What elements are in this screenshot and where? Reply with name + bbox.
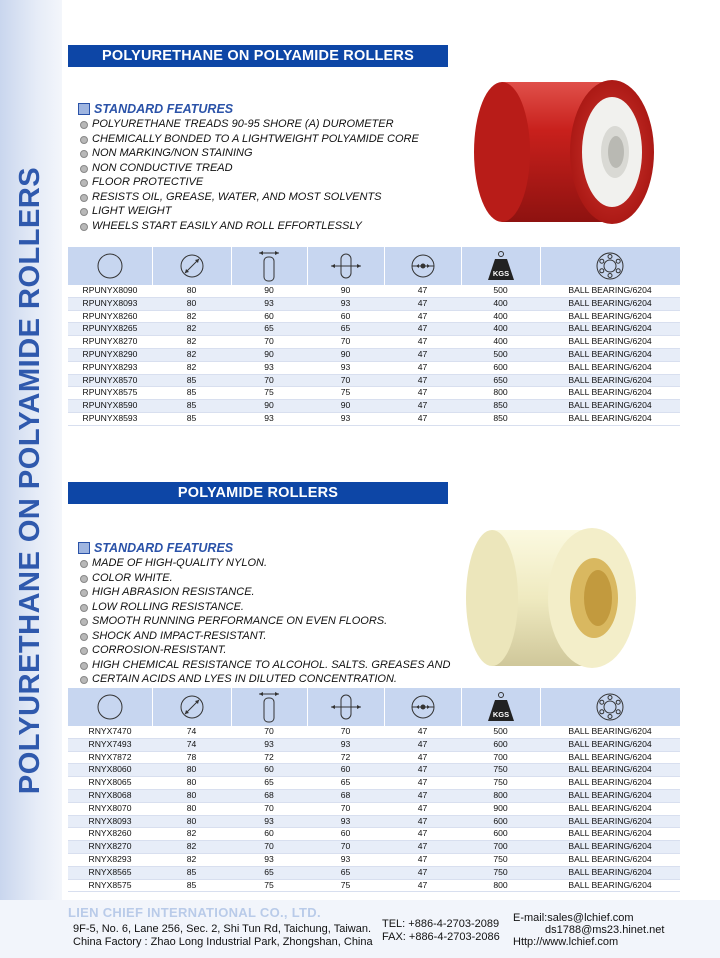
cell-load: 800 (461, 789, 540, 802)
cell-model: RPUNYX8590 (68, 400, 152, 413)
header-bore-length (307, 247, 384, 285)
table-row (68, 879, 680, 892)
feature-item: SHOCK AND IMPACT-RESISTANT. (78, 629, 450, 644)
footer-factory: China Factory : Zhao Long Industrial Park, Zhongshan, China (73, 936, 373, 948)
cell-width: 75 (231, 879, 307, 892)
cell-hub: 47 (384, 323, 461, 336)
cell-width: 90 (231, 348, 307, 361)
cell-bearing: BALL BEARING/6204 (540, 323, 680, 336)
cell-diameter: 85 (152, 412, 231, 425)
cell-hub: 47 (384, 361, 461, 374)
section1-features (78, 101, 419, 233)
cell-model: RNYX8070 (68, 802, 152, 815)
cell-hub: 47 (384, 764, 461, 777)
section2-feature-list (78, 556, 450, 687)
cell-bearing: BALL BEARING/6204 (540, 285, 680, 297)
cell-model: RPUNYX8270 (68, 336, 152, 349)
cell-diameter: 82 (152, 853, 231, 866)
footer-address: 9F-5, No. 6, Lane 256, Sec. 2, Shi Tun Rd, Taichung, Taiwan. (73, 923, 371, 935)
cell-bearing: BALL BEARING/6204 (540, 853, 680, 866)
cell-bearing: BALL BEARING/6204 (540, 361, 680, 374)
cell-width: 70 (231, 802, 307, 815)
cell-bearing: BALL BEARING/6204 (540, 726, 680, 738)
table-row (68, 323, 680, 336)
table-row (68, 310, 680, 323)
section2-spec-table (68, 688, 680, 892)
cell-load: 700 (461, 841, 540, 854)
footer-company: LIEN CHIEF INTERNATIONAL CO., LTD. (68, 905, 321, 920)
cell-model: RPUNYX8090 (68, 285, 152, 297)
cell-diameter: 80 (152, 789, 231, 802)
table-row (68, 361, 680, 374)
header-hub (384, 247, 461, 285)
width-icon (257, 690, 281, 724)
cell-length: 93 (307, 815, 384, 828)
cell-bearing: BALL BEARING/6204 (540, 297, 680, 310)
cell-load: 400 (461, 336, 540, 349)
cell-length: 70 (307, 802, 384, 815)
cell-length: 90 (307, 348, 384, 361)
circle-icon (95, 251, 125, 281)
cell-bearing: BALL BEARING/6204 (540, 310, 680, 323)
feature-item: NON CONDUCTIVE TREAD (78, 161, 419, 176)
cell-load: 900 (461, 802, 540, 815)
footer-email[interactable]: E-mail:sales@lchief.com (513, 912, 634, 924)
cell-width: 75 (231, 387, 307, 400)
kgs-weight-icon (486, 691, 516, 723)
header-hub (384, 688, 461, 726)
cell-diameter: 85 (152, 866, 231, 879)
table-row (68, 738, 680, 751)
cell-model: RNYX7872 (68, 751, 152, 764)
cell-bearing: BALL BEARING/6204 (540, 879, 680, 892)
cell-model: RNYX8065 (68, 777, 152, 790)
cell-diameter: 78 (152, 751, 231, 764)
cell-hub: 47 (384, 285, 461, 297)
cell-hub: 47 (384, 841, 461, 854)
cell-width: 93 (231, 815, 307, 828)
bearing-icon (595, 251, 625, 281)
cell-hub: 47 (384, 853, 461, 866)
table-row (68, 285, 680, 297)
table-row (68, 387, 680, 400)
cell-hub: 47 (384, 412, 461, 425)
cell-load: 800 (461, 387, 540, 400)
cell-bearing: BALL BEARING/6204 (540, 777, 680, 790)
cell-diameter: 82 (152, 828, 231, 841)
cell-diameter: 80 (152, 815, 231, 828)
cell-bearing: BALL BEARING/6204 (540, 374, 680, 387)
table-row (68, 726, 680, 738)
feature-item: WHEELS START EASILY AND ROLL EFFORTLESSLY (78, 219, 419, 234)
cell-bearing: BALL BEARING/6204 (540, 789, 680, 802)
features-heading-text: STANDARD FEATURES (94, 102, 234, 116)
cell-length: 70 (307, 726, 384, 738)
feature-item: SMOOTH RUNNING PERFORMANCE ON EVEN FLOORS. (78, 614, 450, 629)
table-row (68, 815, 680, 828)
cell-hub: 47 (384, 789, 461, 802)
cell-model: RPUNYX8260 (68, 310, 152, 323)
header-diameter (152, 688, 231, 726)
table-row (68, 841, 680, 854)
header-width (231, 247, 307, 285)
cell-hub: 47 (384, 726, 461, 738)
section1-features-heading (78, 101, 419, 117)
cell-length: 72 (307, 751, 384, 764)
cell-hub: 47 (384, 866, 461, 879)
table-row (68, 400, 680, 413)
feature-item: HIGH ABRASION RESISTANCE. (78, 585, 450, 600)
section2-features-heading (78, 540, 450, 556)
header-bore-length (307, 688, 384, 726)
cell-load: 400 (461, 310, 540, 323)
cell-bearing: BALL BEARING/6204 (540, 828, 680, 841)
cell-width: 70 (231, 374, 307, 387)
cell-length: 75 (307, 387, 384, 400)
cell-bearing: BALL BEARING/6204 (540, 815, 680, 828)
cell-length: 93 (307, 853, 384, 866)
cell-model: RNYX8293 (68, 853, 152, 866)
cell-width: 60 (231, 310, 307, 323)
diameter-icon (177, 251, 207, 281)
cell-bearing: BALL BEARING/6204 (540, 348, 680, 361)
header-width (231, 688, 307, 726)
cell-diameter: 80 (152, 297, 231, 310)
cell-diameter: 85 (152, 387, 231, 400)
cell-model: RPUNYX8093 (68, 297, 152, 310)
cell-width: 93 (231, 412, 307, 425)
cell-diameter: 80 (152, 777, 231, 790)
feature-item: LIGHT WEIGHT (78, 204, 419, 219)
bore-length-icon (328, 692, 364, 722)
table-row (68, 764, 680, 777)
cell-model: RNYX8260 (68, 828, 152, 841)
cell-load: 400 (461, 323, 540, 336)
feature-item: CORROSION-RESISTANT. (78, 643, 450, 658)
cell-length: 60 (307, 764, 384, 777)
cell-load: 750 (461, 853, 540, 866)
cell-length: 65 (307, 777, 384, 790)
cell-hub: 47 (384, 400, 461, 413)
cell-model: RNYX8093 (68, 815, 152, 828)
cell-diameter: 80 (152, 285, 231, 297)
cell-bearing: BALL BEARING/6204 (540, 866, 680, 879)
cell-model: RNYX8068 (68, 789, 152, 802)
cell-width: 65 (231, 777, 307, 790)
cell-model: RPUNYX8570 (68, 374, 152, 387)
cell-hub: 47 (384, 310, 461, 323)
cell-load: 800 (461, 879, 540, 892)
cell-load: 600 (461, 828, 540, 841)
header-load (461, 688, 540, 726)
table-row (68, 751, 680, 764)
cell-model: RNYX8565 (68, 866, 152, 879)
square-bullet-icon (78, 542, 90, 554)
cell-length: 65 (307, 866, 384, 879)
cell-load: 750 (461, 866, 540, 879)
feature-item: RESISTS OIL, GREASE, WATER, AND MOST SOLVENTS (78, 190, 419, 205)
cell-width: 60 (231, 828, 307, 841)
section2-features (78, 540, 450, 687)
cell-diameter: 80 (152, 802, 231, 815)
header-diameter (152, 247, 231, 285)
header-load (461, 247, 540, 285)
circle-icon (95, 692, 125, 722)
cell-diameter: 80 (152, 764, 231, 777)
table-row (68, 802, 680, 815)
cell-hub: 47 (384, 387, 461, 400)
section2-title: POLYAMIDE ROLLERS (68, 482, 448, 504)
cell-model: RNYX8270 (68, 841, 152, 854)
cell-model: RPUNYX8575 (68, 387, 152, 400)
cell-model: RPUNYX8293 (68, 361, 152, 374)
cell-model: RPUNYX8265 (68, 323, 152, 336)
cell-model: RPUNYX8290 (68, 348, 152, 361)
cell-width: 65 (231, 866, 307, 879)
cell-length: 68 (307, 789, 384, 802)
cell-width: 65 (231, 323, 307, 336)
cell-diameter: 85 (152, 374, 231, 387)
kgs-label: KGS (492, 710, 509, 719)
table-row (68, 828, 680, 841)
cell-bearing: BALL BEARING/6204 (540, 387, 680, 400)
cell-width: 93 (231, 853, 307, 866)
white-polyamide-roller-image (452, 518, 652, 678)
footer-website[interactable]: Http://www.lchief.com (513, 936, 619, 948)
feature-item: NON MARKING/NON STAINING (78, 146, 419, 161)
feature-item: LOW ROLLING RESISTANCE. (78, 600, 450, 615)
cell-diameter: 85 (152, 400, 231, 413)
cell-width: 90 (231, 285, 307, 297)
section1-table-body (68, 285, 680, 425)
red-polyurethane-roller-image (462, 72, 667, 232)
section1-feature-list (78, 117, 419, 233)
square-bullet-icon (78, 103, 90, 115)
cell-bearing: BALL BEARING/6204 (540, 764, 680, 777)
feature-item: CERTAIN ACIDS AND LYES IN DILUTED CONCENTRATION. (78, 672, 450, 687)
feature-item: FLOOR PROTECTIVE (78, 175, 419, 190)
cell-load: 500 (461, 285, 540, 297)
cell-length: 70 (307, 841, 384, 854)
table-row (68, 853, 680, 866)
cell-length: 70 (307, 374, 384, 387)
cell-length: 60 (307, 310, 384, 323)
cell-diameter: 74 (152, 738, 231, 751)
cell-bearing: BALL BEARING/6204 (540, 751, 680, 764)
table-header-row (68, 247, 680, 285)
cell-hub: 47 (384, 879, 461, 892)
cell-model: RNYX7493 (68, 738, 152, 751)
cell-width: 68 (231, 789, 307, 802)
hub-icon (407, 251, 439, 281)
cell-bearing: BALL BEARING/6204 (540, 336, 680, 349)
table-header-row (68, 688, 680, 726)
table-row (68, 297, 680, 310)
cell-bearing: BALL BEARING/6204 (540, 841, 680, 854)
cell-width: 60 (231, 764, 307, 777)
table-row (68, 336, 680, 349)
sidebar-title-text: POLYURETHANE ON POLYAMIDE ROLLERS (14, 166, 47, 794)
cell-hub: 47 (384, 777, 461, 790)
section1-title: POLYURETHANE ON POLYAMIDE ROLLERS (68, 45, 448, 67)
cell-length: 60 (307, 828, 384, 841)
header-model (68, 688, 152, 726)
header-model (68, 247, 152, 285)
cell-model: RPUNYX8593 (68, 412, 152, 425)
cell-bearing: BALL BEARING/6204 (540, 412, 680, 425)
cell-hub: 47 (384, 802, 461, 815)
cell-bearing: BALL BEARING/6204 (540, 400, 680, 413)
cell-width: 90 (231, 400, 307, 413)
bore-length-icon (328, 251, 364, 281)
cell-hub: 47 (384, 348, 461, 361)
cell-load: 750 (461, 764, 540, 777)
section1-spec-table (68, 247, 680, 426)
cell-load: 850 (461, 412, 540, 425)
table-row (68, 777, 680, 790)
cell-load: 600 (461, 361, 540, 374)
cell-length: 93 (307, 412, 384, 425)
cell-diameter: 74 (152, 726, 231, 738)
cell-load: 500 (461, 726, 540, 738)
cell-hub: 47 (384, 297, 461, 310)
cell-load: 750 (461, 777, 540, 790)
cell-width: 93 (231, 738, 307, 751)
cell-width: 70 (231, 841, 307, 854)
cell-length: 75 (307, 879, 384, 892)
cell-width: 93 (231, 361, 307, 374)
cell-load: 700 (461, 751, 540, 764)
table-row (68, 374, 680, 387)
cell-length: 93 (307, 361, 384, 374)
cell-bearing: BALL BEARING/6204 (540, 802, 680, 815)
footer-fax: FAX: +886-4-2703-2086 (382, 931, 500, 943)
feature-item: MADE OF HIGH-QUALITY NYLON. (78, 556, 450, 571)
cell-width: 70 (231, 336, 307, 349)
cell-diameter: 82 (152, 336, 231, 349)
cell-diameter: 82 (152, 310, 231, 323)
table-row (68, 866, 680, 879)
cell-hub: 47 (384, 815, 461, 828)
cell-diameter: 82 (152, 841, 231, 854)
cell-bearing: BALL BEARING/6204 (540, 738, 680, 751)
cell-length: 90 (307, 285, 384, 297)
table-row (68, 789, 680, 802)
sidebar-title (0, 166, 62, 794)
cell-diameter: 85 (152, 879, 231, 892)
cell-load: 600 (461, 738, 540, 751)
table-row (68, 348, 680, 361)
cell-length: 70 (307, 336, 384, 349)
sidebar-band (0, 0, 62, 900)
header-bearing (540, 247, 680, 285)
cell-hub: 47 (384, 738, 461, 751)
cell-hub: 47 (384, 751, 461, 764)
cell-width: 93 (231, 297, 307, 310)
cell-load: 650 (461, 374, 540, 387)
cell-model: RNYX8575 (68, 879, 152, 892)
kgs-weight-icon (486, 250, 516, 282)
feature-item: COLOR WHITE. (78, 571, 450, 586)
cell-load: 850 (461, 400, 540, 413)
cell-load: 600 (461, 815, 540, 828)
diameter-icon (177, 692, 207, 722)
cell-diameter: 82 (152, 348, 231, 361)
footer-email-secondary[interactable]: ds1788@ms23.hinet.net (545, 924, 665, 936)
cell-load: 500 (461, 348, 540, 361)
cell-diameter: 82 (152, 323, 231, 336)
kgs-label: KGS (492, 269, 509, 278)
section2-table-body (68, 726, 680, 892)
feature-item: POLYURETHANE TREADS 90-95 SHORE (A) DUROMETER (78, 117, 419, 132)
cell-length: 65 (307, 323, 384, 336)
cell-hub: 47 (384, 336, 461, 349)
cell-width: 72 (231, 751, 307, 764)
cell-length: 93 (307, 738, 384, 751)
features-heading-text: STANDARD FEATURES (94, 541, 234, 555)
cell-load: 400 (461, 297, 540, 310)
footer-tel: TEL: +886-4-2703-2089 (382, 918, 500, 930)
table-row (68, 412, 680, 425)
cell-width: 70 (231, 726, 307, 738)
feature-item: CHEMICALLY BONDED TO A LIGHTWEIGHT POLYAMIDE CORE (78, 132, 419, 147)
header-bearing (540, 688, 680, 726)
cell-length: 93 (307, 297, 384, 310)
cell-model: RNYX8060 (68, 764, 152, 777)
cell-length: 90 (307, 400, 384, 413)
cell-hub: 47 (384, 374, 461, 387)
cell-diameter: 82 (152, 361, 231, 374)
width-icon (257, 249, 281, 283)
bearing-icon (595, 692, 625, 722)
feature-item: HIGH CHEMICAL RESISTANCE TO ALCOHOL. SALTS. GREASES AND (78, 658, 450, 673)
cell-hub: 47 (384, 828, 461, 841)
cell-model: RNYX7470 (68, 726, 152, 738)
hub-icon (407, 692, 439, 722)
